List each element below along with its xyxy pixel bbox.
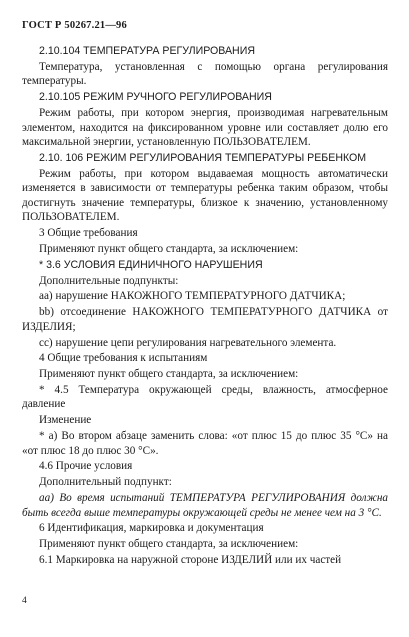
list-item-aa: аа) нарушение НАКОЖНОГО ТЕМПЕРАТУРНОГО ДАТЧИКА; — [39, 290, 346, 303]
term-heading-2-10-105: 2.10.105 РЕЖИМ РУЧНОГО РЕГУЛИРОВАНИЯ — [39, 91, 272, 104]
clause-text: Применяют пункт общего стандарта, за исключением: — [39, 538, 299, 551]
section-heading-3: 3 Общие требования — [39, 227, 138, 240]
clause-text: Дополнительные подпункты: — [39, 274, 179, 287]
term-heading-2-10-104: 2.10.104 ТЕМПЕРАТУРА РЕГУЛИРОВАНИЯ — [39, 45, 255, 57]
document-body — [22, 44, 388, 569]
subclause-heading-3-6: * 3.6 УСЛОВИЯ ЕДИНИЧНОГО НАРУШЕНИЯ — [39, 258, 263, 271]
section-heading-6: 6 Идентификация, маркировка и документация — [39, 522, 264, 535]
clause-text: Изменение — [39, 414, 92, 427]
clause-text: * а) Во втором абзаце заменить слова: «от плюс 15 до плюс 35 °С» на «от плюс 18 до плюс 30 °С». — [22, 430, 388, 457]
term-heading-2-10-106: 2.10. 106 РЕЖИМ РЕГУЛИРОВАНИЯ ТЕМПЕРАТУРЫ РЕБЕНКОМ — [39, 151, 367, 164]
clause-text: Применяют пункт общего стандарта, за исключением: — [39, 368, 299, 381]
subclause-heading-4-5: * 4.5 Температура окружающей среды, влажность, атмосферное давление — [22, 383, 388, 411]
term-definition: Режим работы, при котором выдаваемая мощность автоматически изменяется в зависимости от температуры ребенка таким образом, чтобы достигнуть значение температуры, близкое к значению, установленному ПОЛЬЗОВАТЕЛЕМ. — [22, 167, 388, 224]
document-header: ГОСТ Р 50267.21—96 — [22, 20, 127, 31]
clause-text: Применяют пункт общего стандарта, за исключением: — [39, 243, 299, 256]
subclause-heading-6-1: 6.1 Маркировка на наружной стороне ИЗДЕЛИЙ или их частей — [39, 553, 342, 566]
italic-requirement: аа) Во время испытаний ТЕМПЕРАТУРА РЕГУЛИРОВАНИЯ должна быть всегда выше температуры окружающей среды не менее чем на 3 °С. — [22, 491, 388, 519]
list-item-cc: сс) нарушение цепи регулирования нагревательного элемента. — [39, 336, 337, 349]
page-number: 4 — [22, 596, 27, 606]
term-definition: Режим работы, при котором энергия, производимая нагревательным элементом, находится на фиксированном уровне или составляет долю его максимальной энергии, установленную ПОЛЬЗОВАТЕЛЕМ. — [22, 106, 388, 149]
list-item-bb: bb) отсоединение НАКОЖНОГО ТЕМПЕРАТУРНОГО ДАТЧИКА от ИЗДЕЛИЯ; — [22, 306, 388, 333]
clause-text: Дополнительный подпункт: — [39, 476, 172, 489]
section-heading-4: 4 Общие требования к испытаниям — [39, 352, 208, 365]
subclause-heading-4-6: 4.6 Прочие условия — [39, 460, 133, 473]
term-definition: Температура, установленная с помощью органа регулирования температуры. — [22, 60, 388, 88]
